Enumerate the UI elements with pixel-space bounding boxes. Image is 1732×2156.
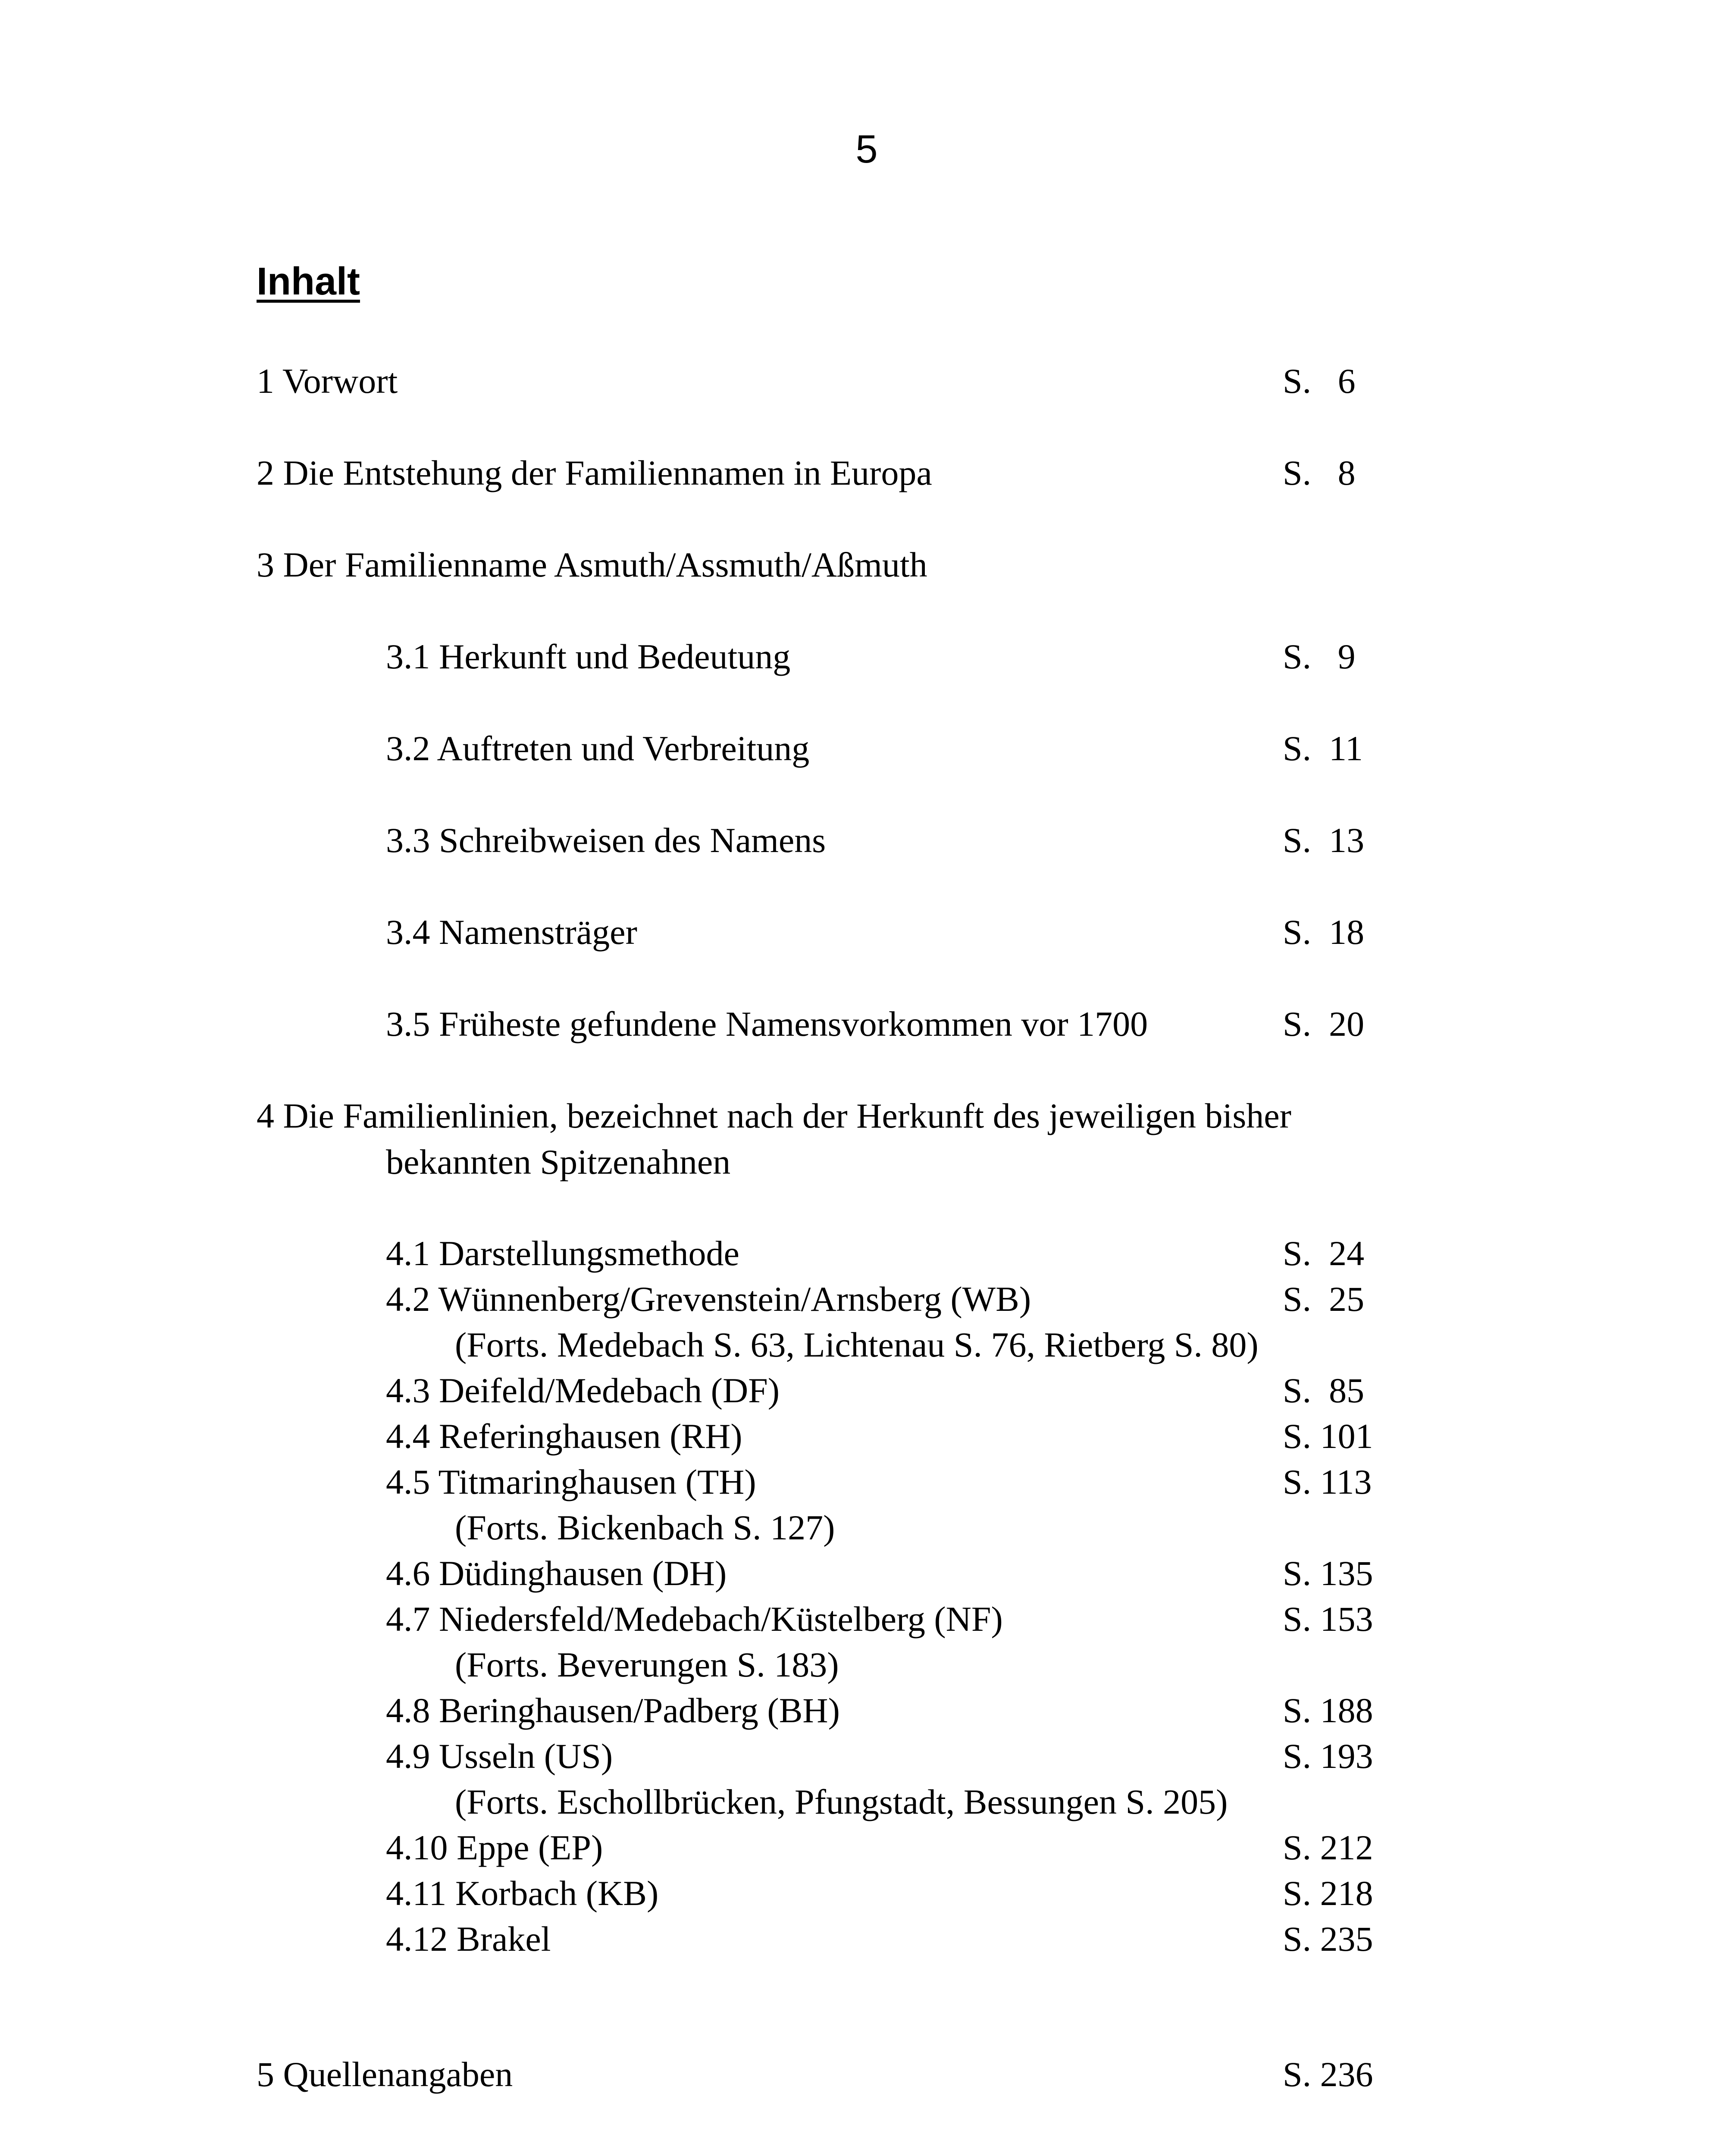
toc-entry-4-9: 4.9 Usseln (US) [386, 1736, 613, 1776]
toc-entry-3-3: 3.3 Schreibweisen des Namens [386, 821, 826, 860]
toc-page-3-5: S. 20 [1283, 1004, 1365, 1044]
toc-entry-4-7: 4.7 Niedersfeld/Medebach/Küstelberg (NF) [386, 1599, 1003, 1639]
toc-page-3-1: S. 9 [1283, 637, 1356, 676]
toc-page-3-2: S. 11 [1283, 729, 1363, 768]
toc-entry-3: 3 Der Familienname Asmuth/Assmuth/Aßmuth [257, 545, 927, 584]
toc-entry-4-6: 4.6 Düdinghausen (DH) [386, 1554, 727, 1593]
toc-entry-2: 2 Die Entstehung der Familiennamen in Europa [257, 453, 932, 492]
toc-page-2: S. 8 [1283, 453, 1356, 492]
toc-page-3-4: S. 18 [1283, 912, 1365, 952]
toc-page-3-3: S. 13 [1283, 821, 1365, 860]
toc-page-4-3: S. 85 [1283, 1371, 1365, 1410]
page-number: 5 [855, 127, 878, 171]
toc-page-4-5: S. 113 [1283, 1462, 1372, 1501]
toc-page-4-12: S. 235 [1283, 1919, 1373, 1959]
toc-page-5: S. 236 [1283, 2055, 1373, 2094]
toc-entry-4-7-note: (Forts. Beverungen S. 183) [455, 1645, 839, 1684]
toc-entry-5: 5 Quellenangaben [257, 2055, 513, 2094]
toc-entry-4-8: 4.8 Beringhausen/Padberg (BH) [386, 1691, 840, 1730]
toc-entry-3-2: 3.2 Auftreten und Verbreitung [386, 729, 810, 768]
toc-entry-4-3: 4.3 Deifeld/Medebach (DF) [386, 1371, 780, 1410]
toc-entry-4-9-note: (Forts. Eschollbrücken, Pfungstadt, Bessungen S. 205) [455, 1782, 1228, 1821]
toc-page-4-4: S. 101 [1283, 1416, 1373, 1456]
toc-page-4-9: S. 193 [1283, 1736, 1373, 1776]
toc-page-4-11: S. 218 [1283, 1874, 1373, 1913]
toc-entry-4-10: 4.10 Eppe (EP) [386, 1828, 603, 1867]
toc-entry-3-1: 3.1 Herkunft und Bedeutung [386, 637, 791, 676]
toc-page-4-2: S. 25 [1283, 1279, 1365, 1319]
toc-entry-4-2-note: (Forts. Medebach S. 63, Lichtenau S. 76, Rietberg S. 80) [455, 1325, 1259, 1364]
toc-entry-4-5-note: (Forts. Bickenbach S. 127) [455, 1508, 835, 1547]
toc-entry-4-4: 4.4 Referinghausen (RH) [386, 1416, 742, 1456]
toc-page-1: S. 6 [1283, 361, 1356, 401]
toc-entry-4-cont: bekannten Spitzenahnen [386, 1142, 731, 1181]
toc-page-4-10: S. 212 [1283, 1828, 1373, 1867]
toc-entry-4-11: 4.11 Korbach (KB) [386, 1874, 659, 1913]
toc-entry-4-12: 4.12 Brakel [386, 1919, 551, 1959]
toc-page-4-7: S. 153 [1283, 1599, 1373, 1639]
toc-entry-4-5: 4.5 Titmaringhausen (TH) [386, 1462, 756, 1501]
toc-entry-4-1: 4.1 Darstellungsmethode [386, 1234, 739, 1273]
toc-entry-4: 4 Die Familienlinien, bezeichnet nach der Herkunft des jeweiligen bisher [257, 1096, 1291, 1135]
toc-page-4-1: S. 24 [1283, 1234, 1365, 1273]
toc-entry-3-4: 3.4 Namensträger [386, 912, 637, 952]
toc-page-4-6: S. 135 [1283, 1554, 1373, 1593]
toc-entry-3-5: 3.5 Früheste gefundene Namensvorkommen vor 1700 [386, 1004, 1148, 1044]
toc-entry-4-2: 4.2 Wünnenberg/Grevenstein/Arnsberg (WB) [386, 1279, 1031, 1319]
toc-page-4-8: S. 188 [1283, 1691, 1373, 1730]
toc-entry-1: 1 Vorwort [257, 361, 398, 401]
page-title: Inhalt [257, 260, 360, 303]
